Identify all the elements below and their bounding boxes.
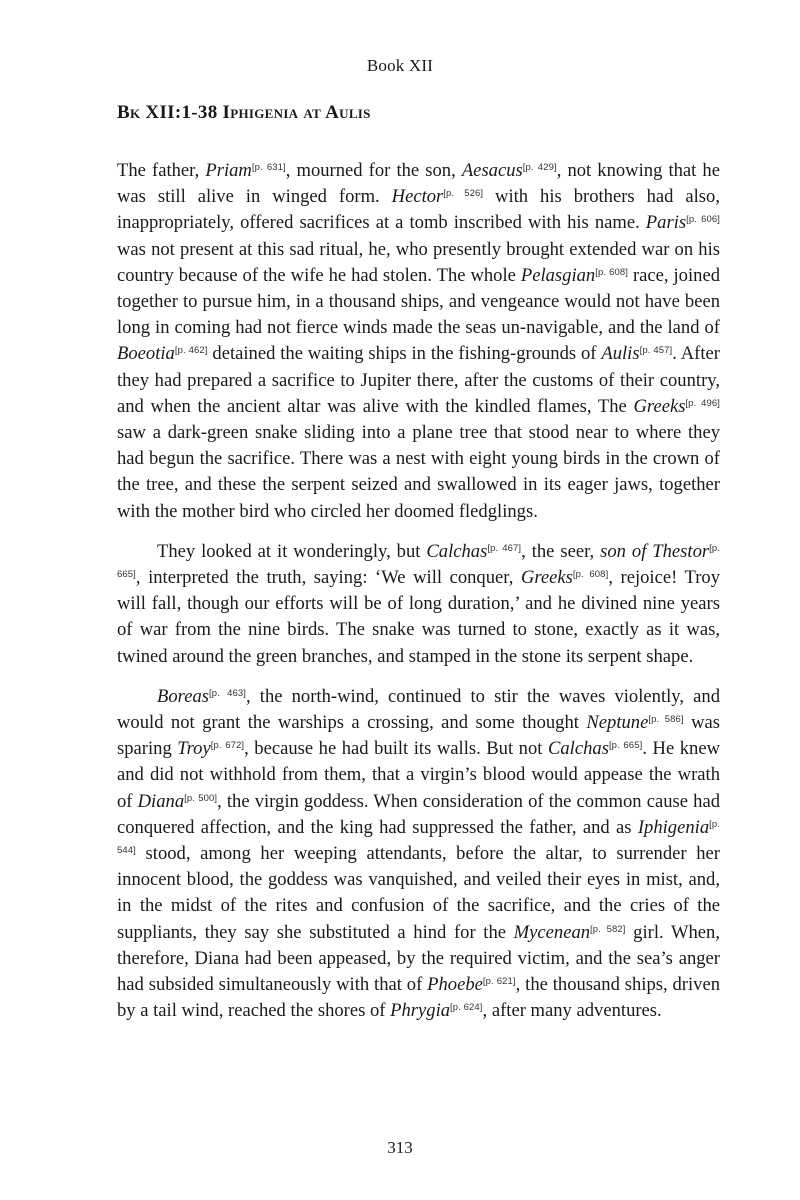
text-run: The father,	[117, 160, 206, 181]
text-run: They looked at it wonderingly, but	[157, 540, 427, 562]
proper-name: Boeotia	[117, 343, 175, 365]
proper-name: Greeks	[520, 567, 573, 589]
page-reference: [p. 608]	[595, 266, 629, 278]
text-run: with his brothers had also, inappropriately, offered sacrifices at a tomb inscribed with his name.	[117, 186, 720, 234]
proper-name: Pelasgian	[520, 264, 596, 286]
page-reference: [p. 582]	[590, 923, 626, 935]
proper-name: Diana	[137, 790, 185, 812]
text-run: , the virgin goddess. When consideration of the common cause had conquered affection, and the king had suppressed the father, and as	[117, 790, 720, 838]
proper-name: Iphigenia	[637, 816, 710, 838]
page-reference: [p. 608]	[572, 569, 609, 581]
text-run: . After they had prepared a sacrifice to Jupiter there, after the customs of their country, and when the ancient altar was alive with the kindled flames, The	[117, 343, 720, 417]
text-run: race, joined together to pursue him, in a thousand ships, and vengeance would not have been long in coming had not fierce winds made the seas un-navigable, and the land of	[117, 264, 720, 339]
body-text	[117, 158, 720, 1039]
proper-name: Phoebe	[427, 974, 483, 996]
paragraph	[117, 158, 720, 525]
text-run: , because he had built its walls. But not	[244, 738, 548, 760]
paragraph	[117, 684, 720, 1025]
page-reference: [p. 631]	[251, 162, 286, 173]
text-run: , the thousand ships, driven by a tail wind, reached the shores of	[117, 974, 720, 1022]
page-reference: [p. 665]	[608, 740, 643, 752]
paragraph	[117, 539, 720, 670]
text-run: , the seer,	[521, 540, 601, 562]
page-reference: [p. 500]	[184, 792, 218, 804]
section-title: Bk XII:1-38 Iphigenia at Aulis	[117, 102, 371, 123]
page-reference: [p. 496]	[685, 397, 720, 409]
page-reference: [p. 463]	[209, 687, 246, 699]
text-run: detained the waiting ships in the fishing-grounds of	[207, 343, 602, 365]
page-reference: [p. 462]	[174, 345, 208, 357]
proper-name: Greeks	[633, 395, 686, 417]
text-run: , after many adventures.	[482, 1000, 662, 1022]
text-run: . He knew and did not withhold from them, that a virgin’s blood would appease the wrath of	[117, 738, 721, 812]
text-run: , rejoice! Troy will fall, though our efforts will be of long duration,’ and he divined nine years of war from the nine birds. The snake was turned to stone, exactly as it was, twined around the green branches, and stamped in the stone its serpent shape.	[117, 567, 720, 667]
proper-name: Calchas	[547, 738, 609, 760]
proper-name: Aesacus	[461, 160, 523, 181]
proper-name: Phrygia	[390, 1000, 451, 1022]
proper-name: Neptune	[586, 712, 649, 734]
page-reference: [p. 526]	[443, 188, 484, 200]
text-run: stood, among her weeping attendants, before the altar, to surrender her innocent blood, the goddess was vanquished, and veiled their eyes in mist, and, in the midst of the rites and confusion of the sacrifice, and the cries of the suppliants, they say she substituted a hind for the	[117, 843, 720, 943]
proper-name: Calchas	[426, 540, 488, 562]
proper-name: Priam	[205, 160, 252, 181]
page-reference: [p. 606]	[686, 214, 720, 226]
page-reference: [p. 586]	[648, 714, 684, 726]
running-head: Book XII	[366, 56, 434, 75]
page-reference: [p. 665]	[117, 542, 720, 581]
text-run: , mourned for the son,	[285, 160, 462, 181]
page-reference: [p. 621]	[482, 976, 516, 988]
proper-name: son of Thestor	[600, 540, 710, 562]
page-reference: [p. 624]	[450, 1002, 483, 1014]
text-run: saw a dark-green snake sliding into a plane tree that stood near to where they had begun the sacrifice. There was a nest with eight young birds in the crown of the tree, and these the serpent seized and swallowed in its eager jaws, together with the mother bird who circled her doomed fledglings.	[117, 422, 720, 522]
page-reference: [p. 457]	[639, 345, 673, 357]
text-run: was sparing	[117, 712, 720, 760]
text-run: was not present at this sad ritual, he, who presently brought extended war on his country because of the wife he had stolen. The whole	[117, 238, 720, 286]
text-run: , interpreted the truth, saying: ‘We will conquer,	[135, 567, 521, 589]
proper-name: Boreas	[157, 685, 209, 707]
proper-name: Hector	[391, 186, 444, 208]
text-run: , not knowing that he was still alive in winged form.	[117, 160, 720, 208]
page-reference: [p. 467]	[487, 542, 522, 554]
proper-name: Aulis	[601, 343, 640, 365]
proper-name: Troy	[177, 738, 211, 760]
proper-name: Paris	[645, 212, 687, 234]
page-reference: [p. 672]	[210, 740, 245, 752]
text-run: girl. When, therefore, Diana had been appeased, by the required victim, and the sea’s anger had subsided simultaneously with that of	[117, 921, 720, 996]
text-run: , the north-wind, continued to stir the waves violently, and would not grant the warships a crossing, and some thought	[117, 685, 720, 734]
proper-name: Mycenean	[513, 921, 591, 943]
page-reference: [p. 544]	[117, 818, 720, 857]
page-reference: [p. 429]	[522, 162, 557, 173]
page-number: 313	[387, 1138, 413, 1157]
